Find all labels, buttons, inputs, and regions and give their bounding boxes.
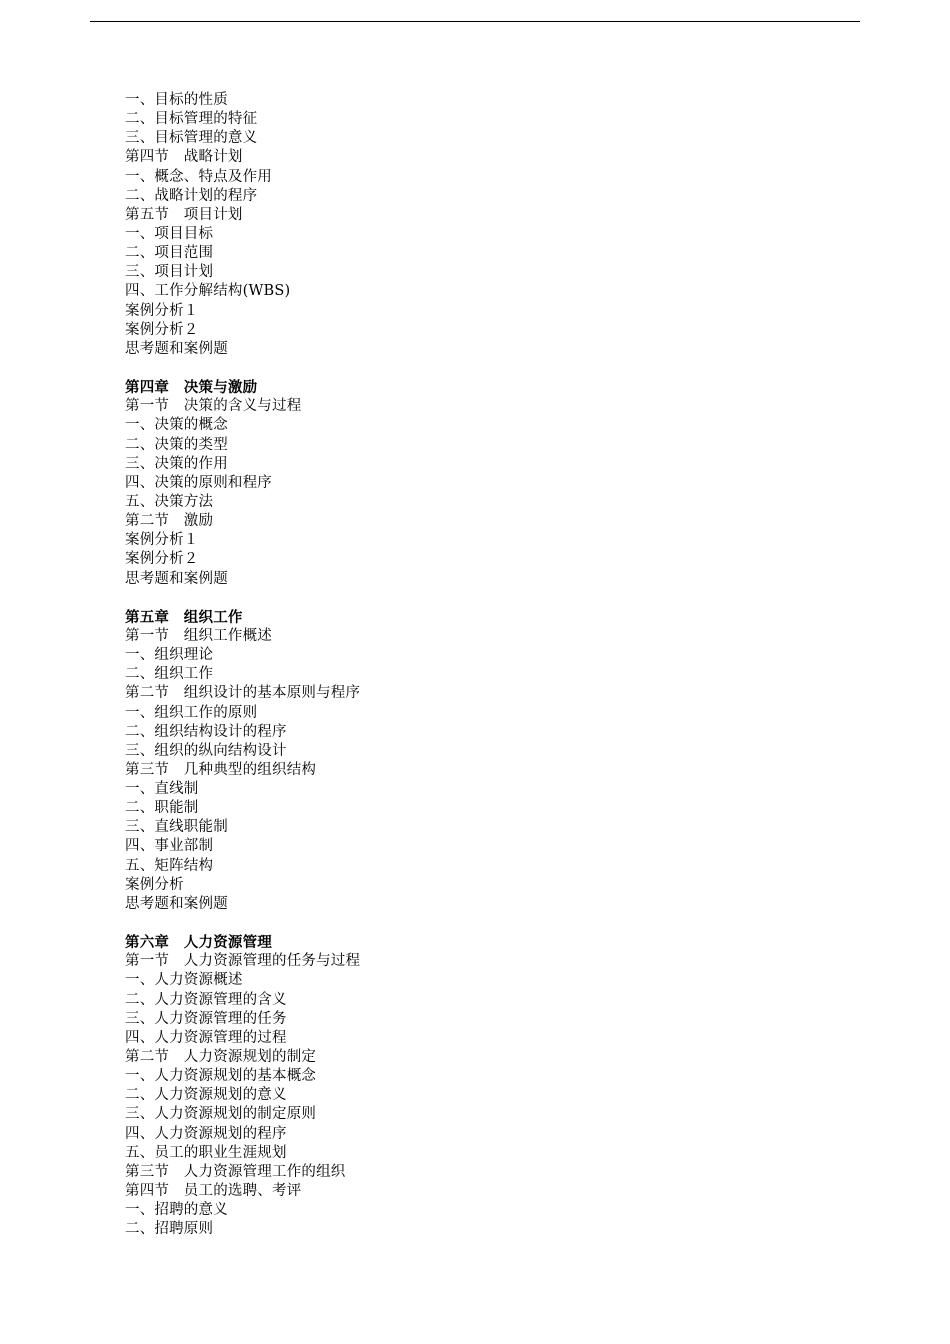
toc-item: 三、决策的作用 [125,455,228,472]
section-heading: 第一节 人力资源管理的任务与过程 [125,953,361,970]
block-spacer [125,589,825,608]
section-heading: 第四节 战略计划 [125,149,243,166]
toc-item: 四、决策的原则和程序 [125,474,272,491]
toc-item: 二、人力资源规划的意义 [125,1087,287,1104]
toc-item: 二、项目范围 [125,245,214,262]
toc-item: 一、招聘的意义 [125,1202,228,1219]
toc-item: 二、战略计划的程序 [125,187,258,204]
toc-item: 二、目标管理的特征 [125,111,258,128]
toc-block [125,91,825,359]
toc-item: 案例分析１ [125,302,199,319]
section-heading: 第三节 人力资源管理工作的组织 [125,1163,346,1180]
toc-item: 一、决策的概念 [125,417,228,434]
toc-item: 思考题和案例题 [125,570,228,587]
section-heading: 第一节 决策的含义与过程 [125,398,302,415]
toc-item: 案例分析２ [125,321,199,338]
toc-item: 一、人力资源规划的基本概念 [125,1068,317,1085]
toc-item: 一、组织工作的原则 [125,704,258,721]
toc-block [125,608,825,914]
toc-item: 四、工作分解结构(WBS) [125,283,291,300]
section-heading: 第三节 几种典型的组织结构 [125,761,317,778]
toc-item: 三、直线职能制 [125,819,228,836]
toc-item: 二、招聘原则 [125,1221,214,1238]
section-heading: 第二节 激励 [125,513,214,530]
toc-item: 五、矩阵结构 [125,857,214,874]
toc-item: 一、概念、特点及作用 [125,168,272,185]
toc-item: 二、人力资源管理的含义 [125,991,287,1008]
section-heading: 第二节 组织设计的基本原则与程序 [125,685,361,702]
chapter-heading: 第四章 决策与激励 [125,379,258,397]
toc-item: 思考题和案例题 [125,340,228,357]
toc-item: 二、职能制 [125,800,199,817]
section-heading: 第一节 组织工作概述 [125,627,272,644]
toc-item: 五、员工的职业生涯规划 [125,1144,287,1161]
toc-item: 三、组织的纵向结构设计 [125,742,287,759]
toc-item: 三、目标管理的意义 [125,130,258,147]
block-spacer [125,359,825,378]
toc-item: 四、事业部制 [125,838,214,855]
toc-item: 一、人力资源概述 [125,972,243,989]
toc-block [125,933,825,1239]
header-rule [90,21,860,22]
toc-item: 四、人力资源管理的过程 [125,1029,287,1046]
toc-item: 一、项目目标 [125,225,214,242]
toc-item: 思考题和案例题 [125,895,228,912]
toc-item: 一、目标的性质 [125,92,228,108]
table-of-contents [125,91,825,1239]
toc-item: 案例分析２ [125,551,199,568]
section-heading: 第二节 人力资源规划的制定 [125,1049,317,1066]
toc-item: 二、决策的类型 [125,436,228,453]
block-spacer [125,914,825,933]
chapter-heading: 第五章 组织工作 [125,608,243,626]
toc-item: 五、决策方法 [125,493,214,510]
toc-item: 四、人力资源规划的程序 [125,1125,287,1142]
chapter-heading: 第六章 人力资源管理 [125,934,272,952]
toc-item: 三、人力资源管理的任务 [125,1010,287,1027]
toc-item: 二、组织工作 [125,666,214,683]
toc-block [125,378,825,589]
toc-item: 一、组织理论 [125,647,214,664]
section-heading: 第四节 员工的选聘、考评 [125,1183,302,1200]
toc-item: 一、直线制 [125,781,199,798]
section-heading: 第五节 项目计划 [125,206,243,223]
toc-item: 二、组织结构设计的程序 [125,723,287,740]
toc-item: 案例分析 [125,876,184,893]
toc-item: 三、人力资源规划的制定原则 [125,1106,317,1123]
toc-item: 三、项目计划 [125,264,214,281]
toc-item: 案例分析１ [125,532,199,549]
